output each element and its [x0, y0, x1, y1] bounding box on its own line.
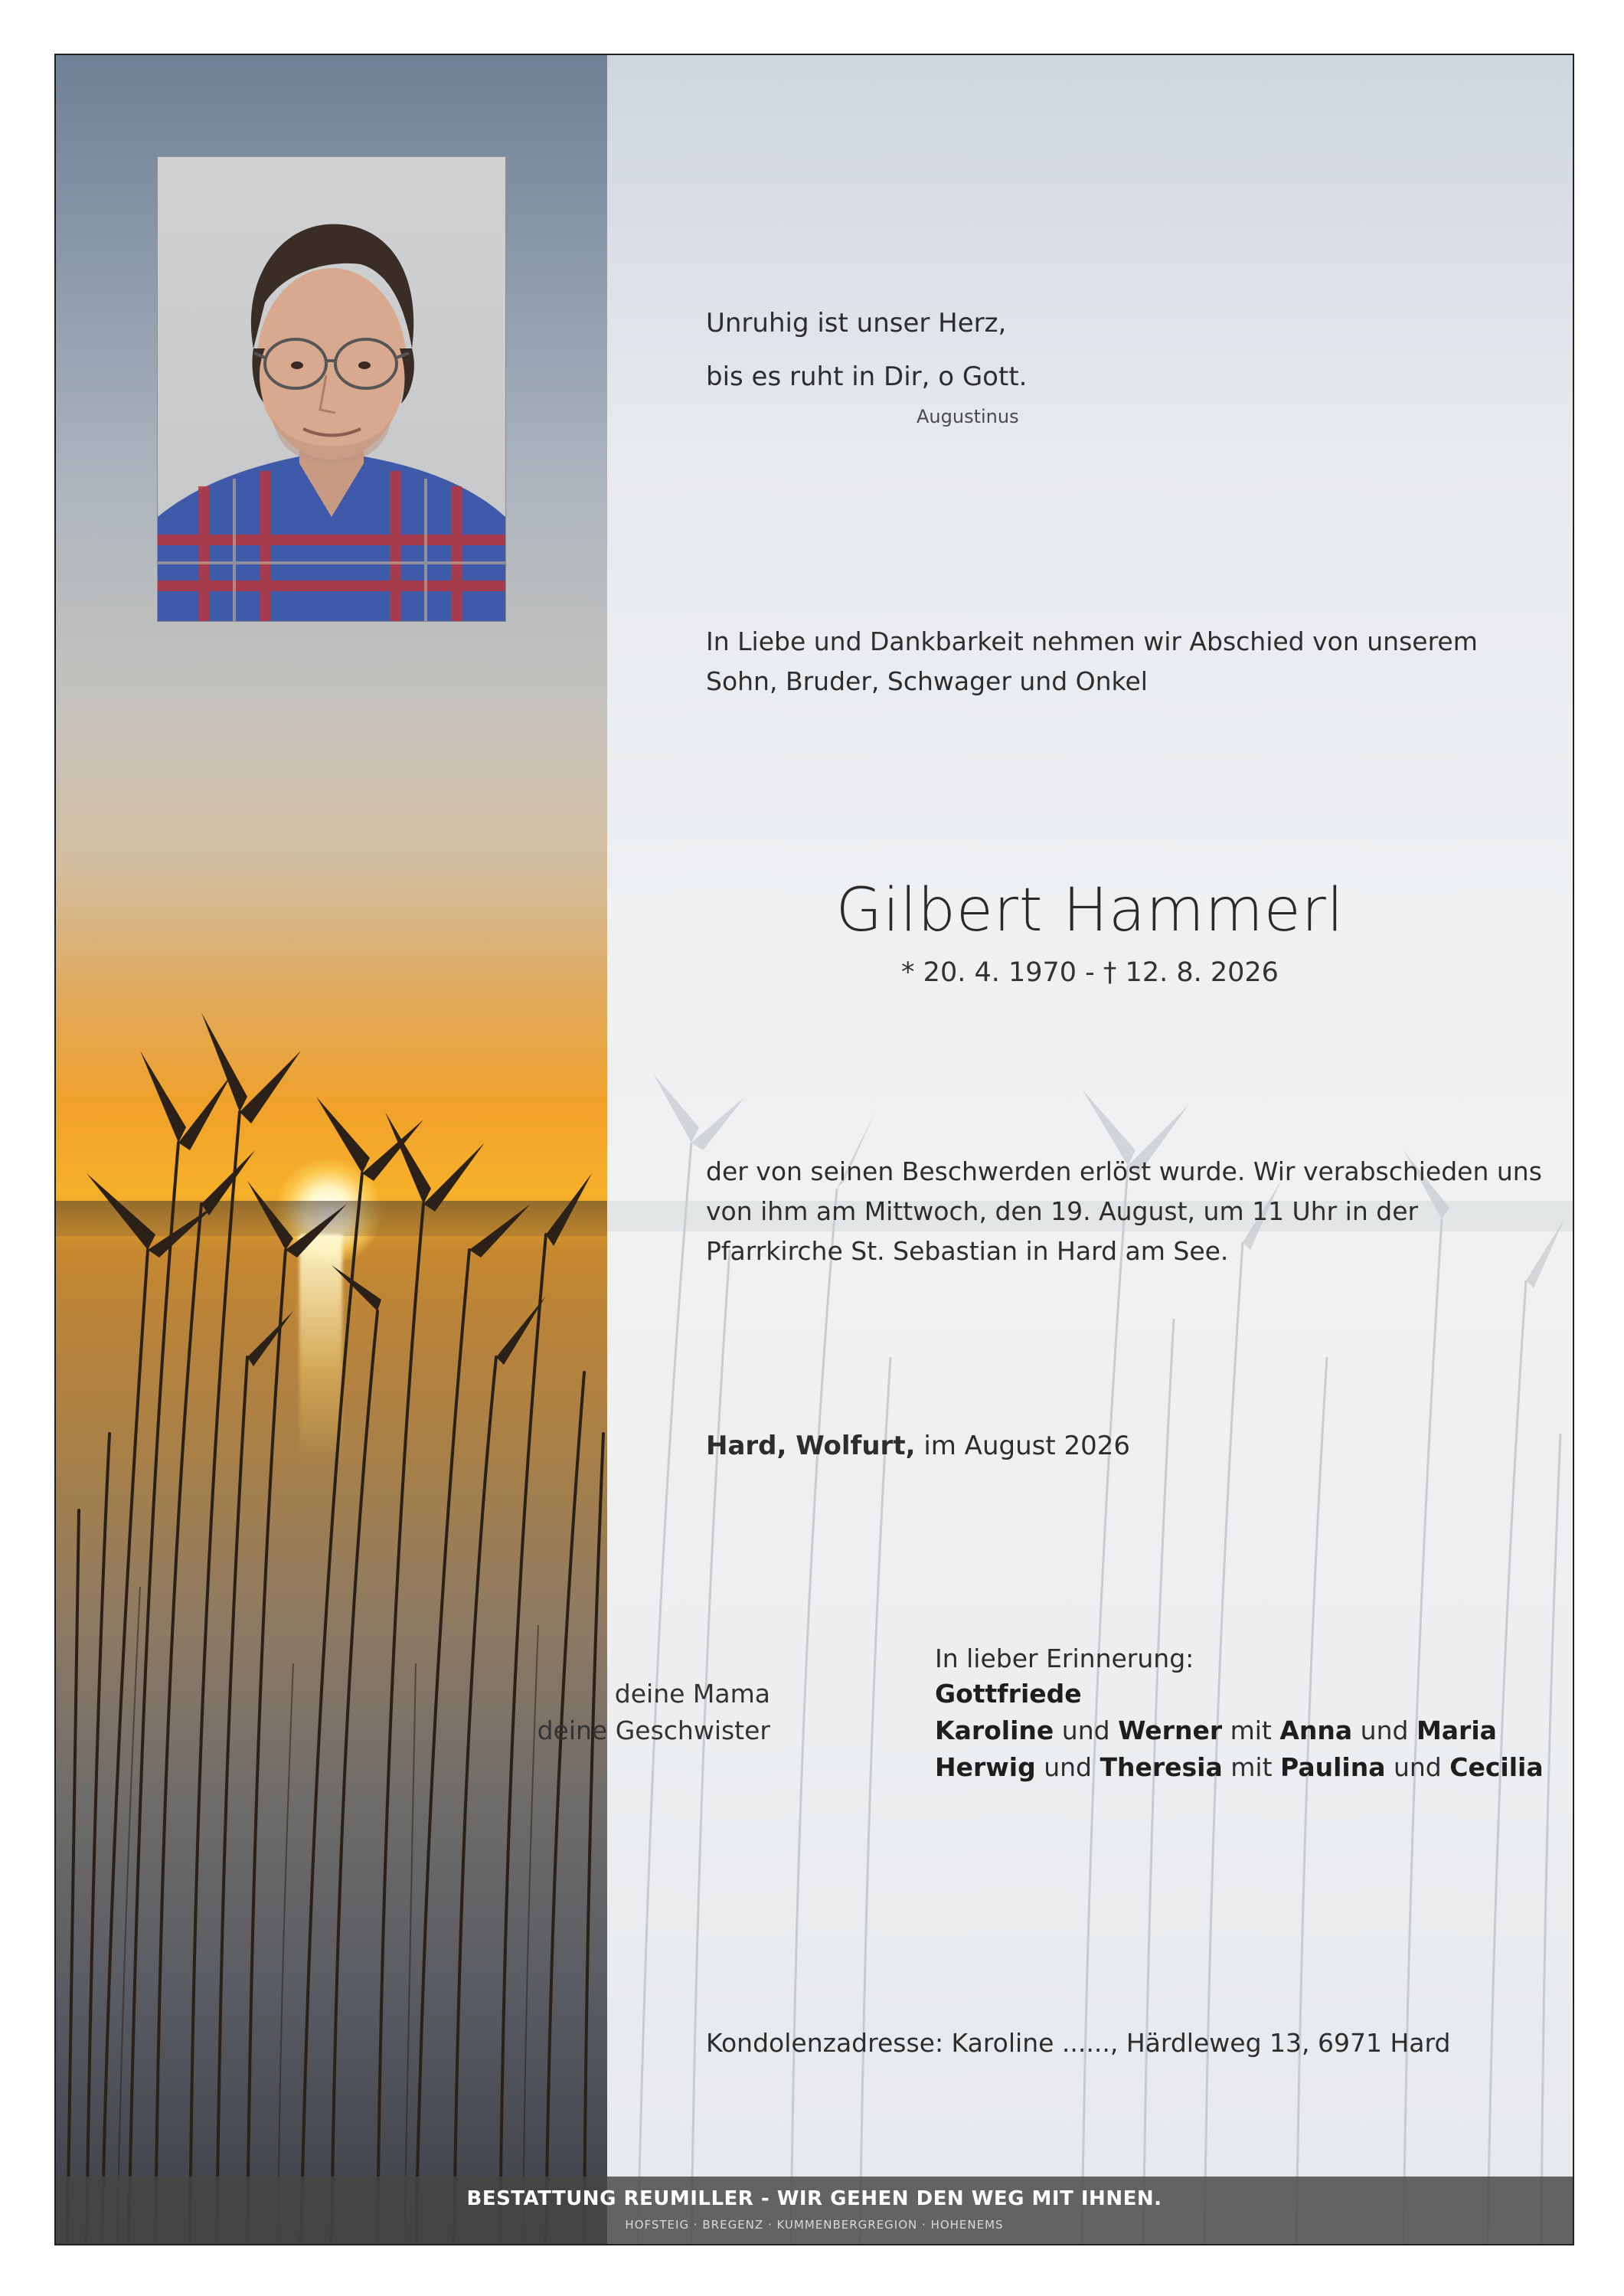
obituary-card: [54, 54, 1574, 2245]
footer-locations: HOFSTEIG · BREGENZ · KUMMENBERGREGION · HOHENEMS: [625, 2218, 1004, 2232]
funeral-home-footer: [56, 2177, 1573, 2244]
sunset-reeds-image: [56, 55, 607, 2244]
relative-name: Cecilia: [1449, 1752, 1544, 1782]
sibling-name: Theresia: [1100, 1752, 1223, 1782]
quote-line-1: Unruhig ist unser Herz,: [706, 308, 1007, 339]
connector: und: [1393, 1752, 1442, 1782]
sibling-name: Werner: [1118, 1715, 1223, 1745]
mama-name: [935, 1676, 1082, 1712]
sibling-name: Herwig: [935, 1752, 1036, 1782]
mama-label: deine Mama: [614, 1679, 770, 1709]
intro-text: In Liebe und Dankbarkeit nehmen wir Abschied von unserem Sohn, Bruder, Schwager und Onkel: [706, 626, 1478, 696]
condolence-address: Kondolenzadresse: Karoline ......, Härdleweg 13, 6971 Hard: [706, 2028, 1451, 2058]
connector: und: [1061, 1715, 1110, 1745]
siblings-label: deine Geschwister: [537, 1715, 770, 1745]
quote-author: Augustinus: [917, 406, 1019, 427]
sibling-name: Karoline: [935, 1715, 1054, 1745]
relative-name: Anna: [1279, 1715, 1353, 1745]
place-towns: Hard, Wolfurt,: [706, 1431, 916, 1461]
place-date: [706, 1431, 1130, 1461]
deceased-name: Gilbert Hammerl: [835, 876, 1345, 945]
portrait-photo: [157, 156, 506, 622]
mama-name-value: Gottfriede: [935, 1679, 1082, 1709]
connector: und: [1044, 1752, 1092, 1782]
life-dates: * 20. 4. 1970 - † 12. 8. 2026: [901, 957, 1279, 988]
siblings-line-1: [935, 1712, 1497, 1749]
memory-heading: In lieber Erinnerung:: [935, 1644, 1194, 1673]
service-announcement: der von seinen Beschwerden erlöst wurde. Wir verabschieden uns von ihm am Mittwoch, den 19. August, um 11 Uhr in der Pfarrkirche St. Sebastian in Hard am See.: [706, 1156, 1542, 1266]
relative-name: Paulina: [1280, 1752, 1386, 1782]
quote-line-2: bis es ruht in Dir, o Gott.: [706, 361, 1028, 392]
footer-slogan: BESTATTUNG REUMILLER - WIR GEHEN DEN WEG MIT IHNEN.: [466, 2187, 1162, 2210]
connector: mit: [1230, 1715, 1272, 1745]
connector: mit: [1230, 1752, 1273, 1782]
relative-name: Maria: [1416, 1715, 1497, 1745]
connector: und: [1360, 1715, 1409, 1745]
siblings-line-2: [935, 1749, 1544, 1786]
place-month: im August 2026: [923, 1431, 1131, 1461]
